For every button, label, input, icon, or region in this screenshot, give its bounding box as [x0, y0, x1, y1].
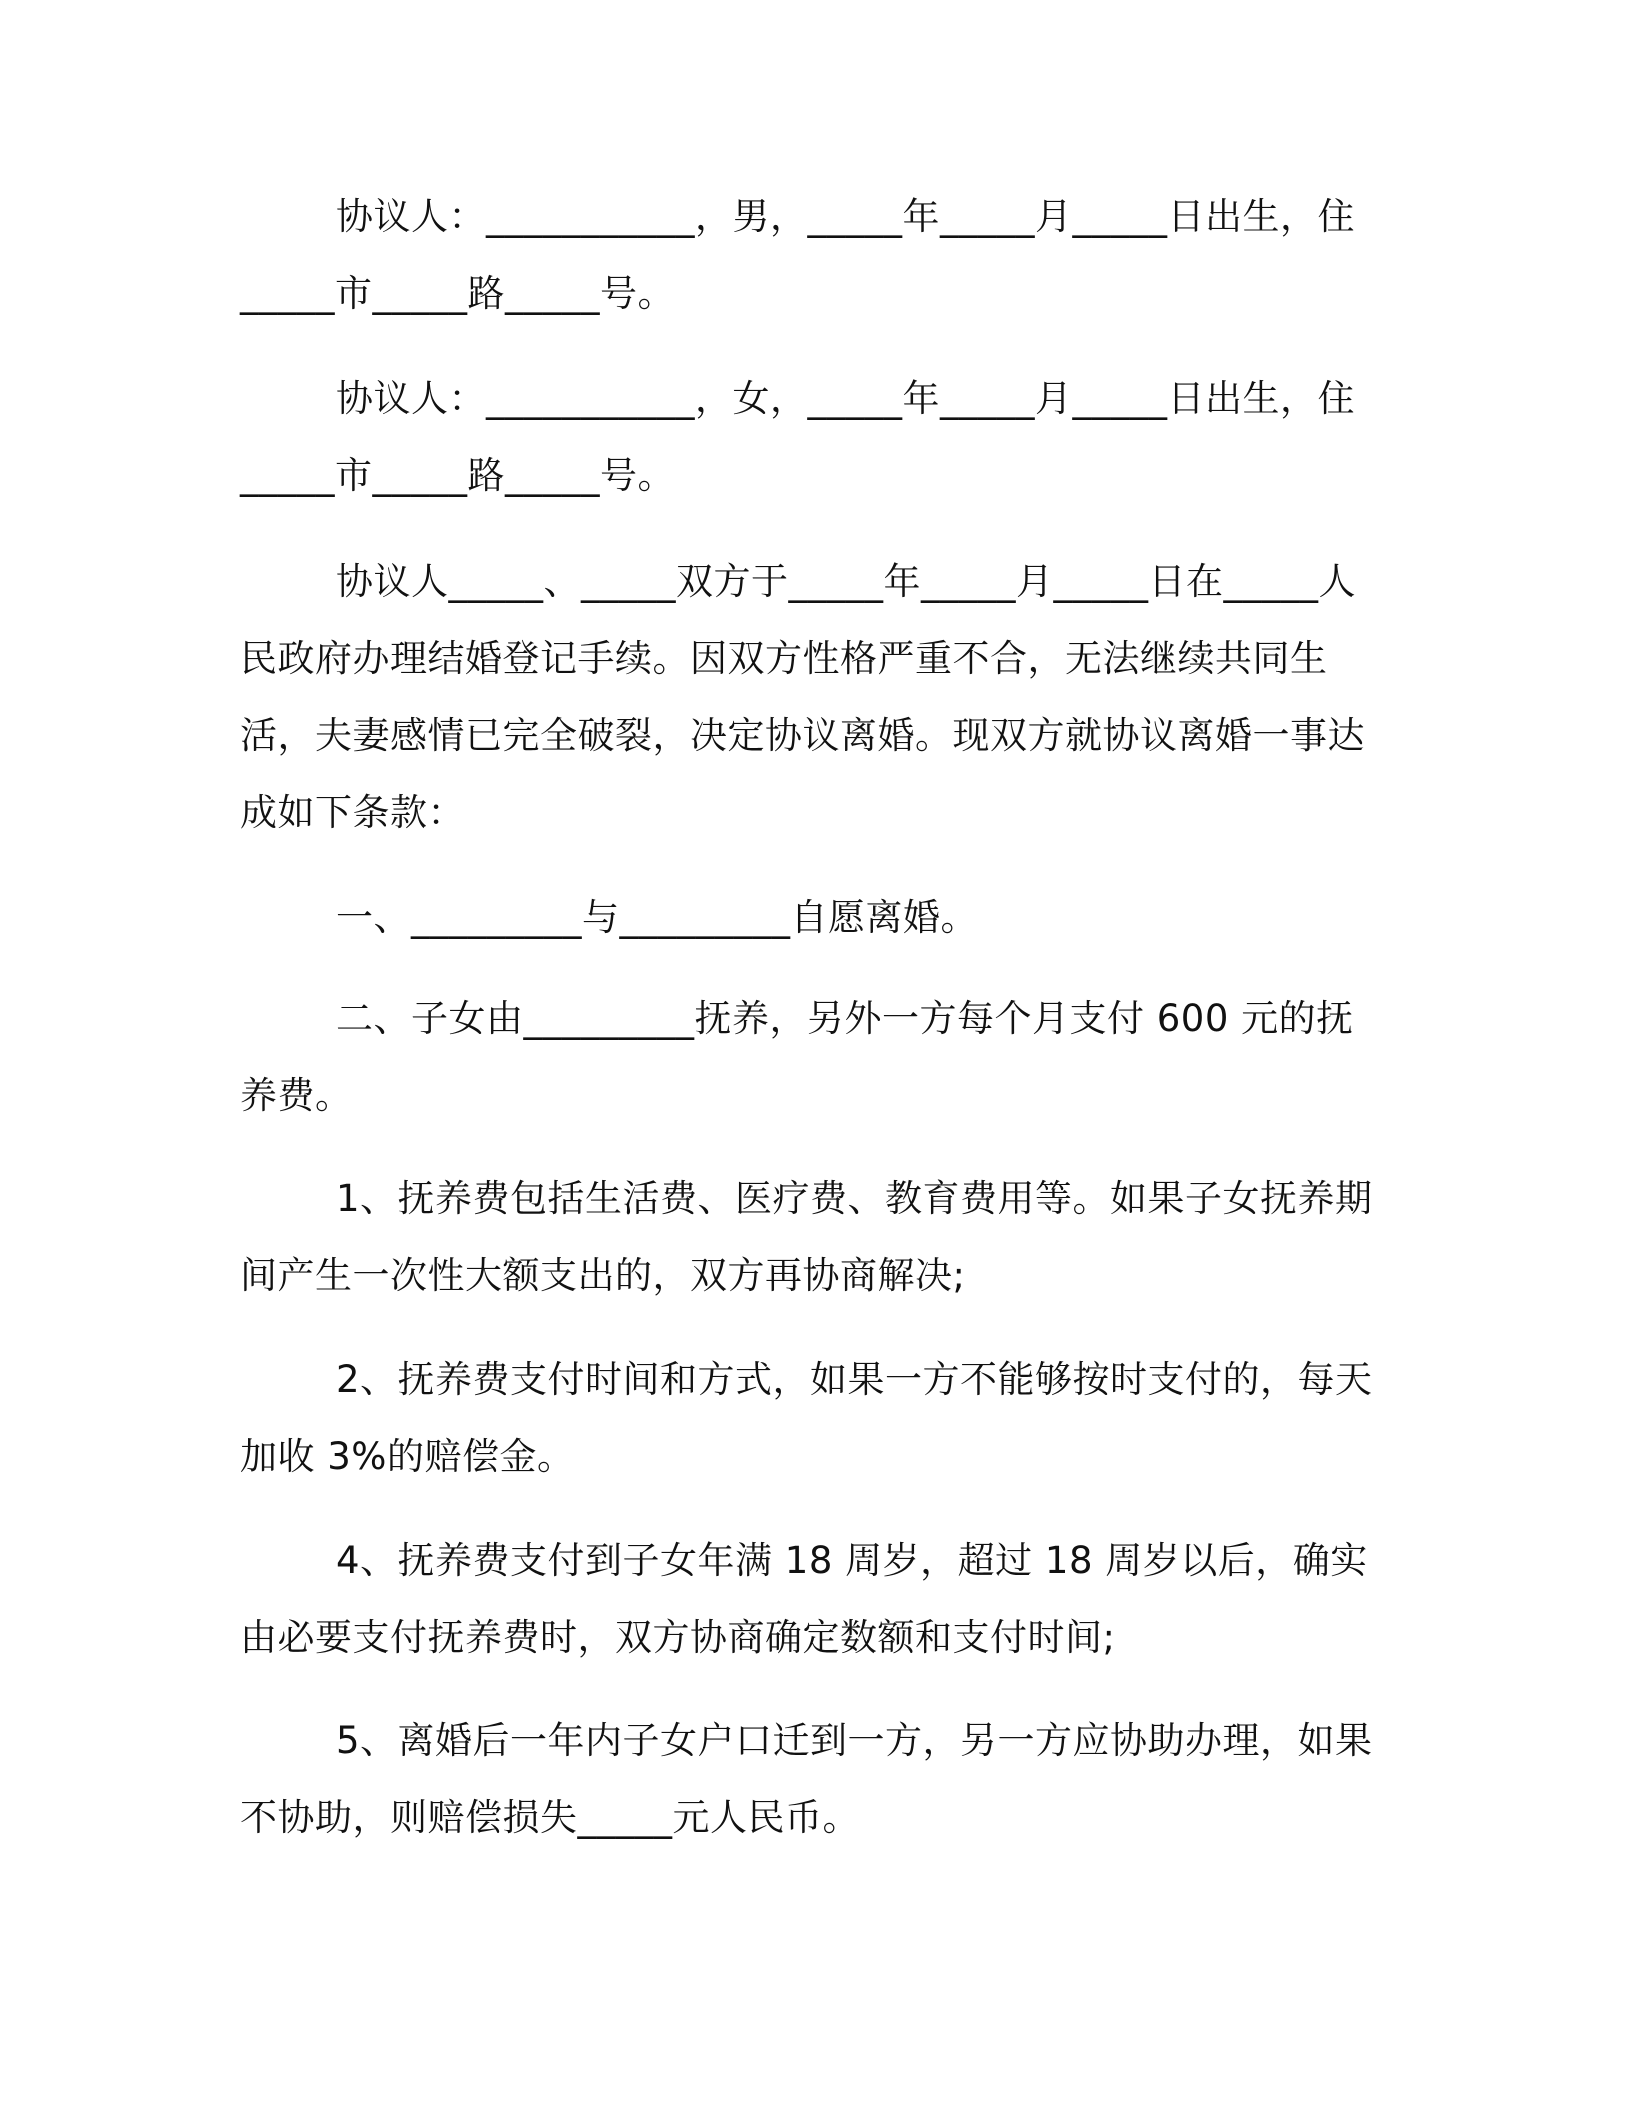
- subclause-2-paragraph: 2、抚养费支付时间和方式，如果一方不能够按时支付的，每天加收 3%的赔偿金。: [240, 1358, 1373, 1478]
- party-male-paragraph: 协议人：___________，男，_____年_____月_____日出生，住_____市_____路_____号。: [240, 195, 1355, 315]
- subclause-5-paragraph: 5、离婚后一年内子女户口迁到一方，另一方应协助办理，如果不协助，则赔偿损失_____元人民币。: [240, 1719, 1373, 1839]
- preamble-paragraph: 协议人_____、_____双方于_____年_____月_____日在_____人民政府办理结婚登记手续。因双方性格严重不合，无法继续共同生活，夫妻感情已完全破裂，决定协议离婚。现双方就协议离婚一事达成如下条款：: [240, 560, 1365, 834]
- subclause-4-paragraph: 4、抚养费支付到子女年满 18 周岁，超过 18 周岁以后，确实由必要支付抚养费时，双方协商确定数额和支付时间;: [240, 1539, 1368, 1659]
- clause-1-paragraph: 一、_________与_________自愿离婚。: [336, 896, 978, 939]
- subclause-1-paragraph: 1、抚养费包括生活费、医疗费、教育费用等。如果子女抚养期间产生一次性大额支出的，双方再协商解决;: [240, 1177, 1373, 1297]
- party-female-paragraph: 协议人：___________，女，_____年_____月_____日出生，住_____市_____路_____号。: [240, 377, 1355, 497]
- clause-2-paragraph: 二、子女由_________抚养，另外一方每个月支付 600 元的抚养费。: [240, 997, 1354, 1117]
